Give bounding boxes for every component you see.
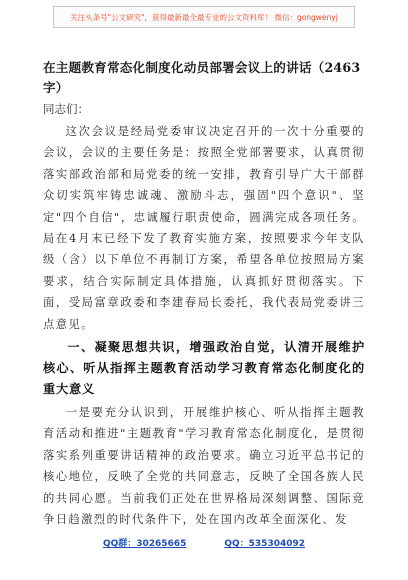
section-heading-1: 一、凝聚思想共识，增强政治自觉，认清开展维护核心、听从指挥主题教育活动学习教育常态化制度化的重大意义: [43, 340, 365, 397]
banner-text: 关注头条号"公文研究"，获得最新最全最专业的公文资料库！ 微信：gongwenyj: [70, 12, 338, 22]
qq-group-link[interactable]: QQ群：30265665: [102, 539, 187, 549]
top-banner: [53, 6, 355, 28]
document-body: [43, 58, 365, 531]
paragraph-section-1: 一是要充分认识到，开展维护核心、听从指挥主题教育活动和推进"主题教育"学习教育常态化制度化，是贯彻落实系列重要讲话精神的政治要求。确立习近平总书记的核心地位，反映了全党的共同意志，反映了全国各族人民的共同心愿。当前我们正处在世界格局深刻调整、国际竞争日趋激烈的时代条件下，处在国内改革全面深化、发: [43, 406, 365, 527]
paragraph-intro: 这次会议是经局党委审议决定召开的一次十分重要的会议，会议的主要任务是：按照全党部署要求，认真贯彻落实部政治部和局党委的统一安排，教育引导广大干部群众切实筑牢铸忠诚魂、激励斗志，强固"四个意识"、坚定"四个自信"，忠诚履行职责使命，圆满完成各项任务。局在4月末已经下发了教育实施方案，按照要求今年支队级（含）以下单位不再制订方案，希望各单位按照局方案要求，结合实际制定具体措施，认真抓好贯彻落实。下面，受局富章政委和李建春局长委托，我代表局党委讲三点意见。: [43, 125, 365, 331]
footer-contacts: [0, 536, 408, 550]
qq-contact-link[interactable]: QQ：535304092: [224, 539, 306, 549]
greeting: 同志们：: [43, 102, 89, 116]
document-title: 在主题教育常态化制度化动员部署会议上的讲话（2463字）: [43, 60, 361, 95]
